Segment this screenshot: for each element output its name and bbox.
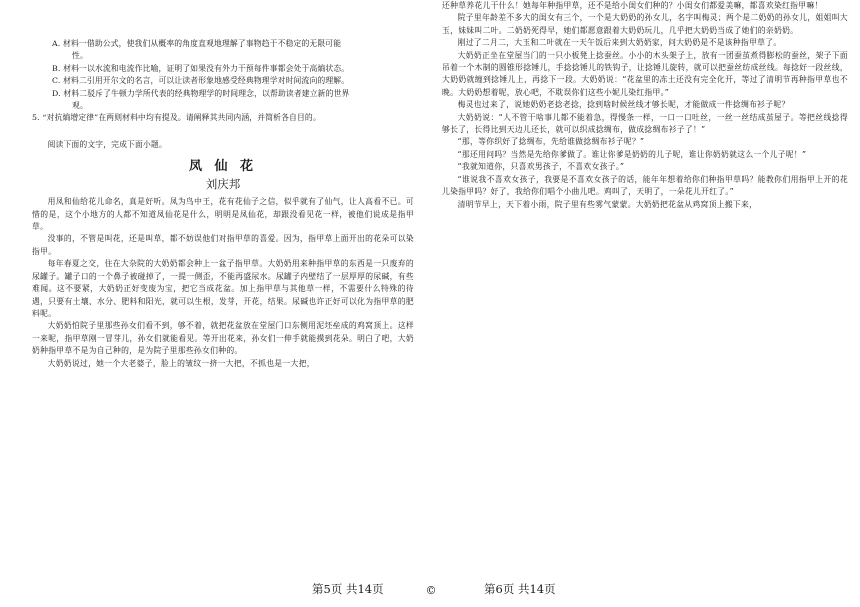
story-paragraph: 大奶奶说：“人不管干啥事儿都不能着急，得慢条一样，一口一口吐丝，一丝一丝结成茧屋子。等把丝线捻得够长了，长得比到天边儿还长，就可以织成捻绸布，做成捻绸布衫子了！” (442, 112, 848, 135)
question-5: 5. “对抗熵增定律”在两则材料中均有提及。请阐释其共同内涵，并简析各自目的。 (32, 113, 321, 123)
option-b: B. 材料一以水流和电流作比喻，证明了如果没有外力干预每件事都会处于高熵状态。 (52, 63, 350, 73)
story-paragraph: 院子里年龄差不多大的闺女有三个，一个是大奶奶的孙女儿，名字叫梅灵；两个是二奶奶的孙女儿，姐姐叫大玉，妹妹叫二叶。二奶奶死得早，她们都愿意跟着大奶奶玩儿，几乎把大奶奶当成了她们的亲奶奶。 (442, 13, 848, 35)
option-d-line2: 观。 (72, 101, 88, 111)
copyright-icon: © (425, 584, 437, 597)
story-paragraph: “那还用问吗？当然是先给你爹做了。谁让你爹是奶奶的儿子呢，谁让你奶奶就这么一个儿子呢！” (457, 149, 807, 159)
story-paragraph: 刚过了二月二，大玉和二叶就在一天午饭后来到大奶奶家，问大奶奶是不是该种指甲草了。 (457, 38, 782, 48)
story-title: 凤 仙 花 (188, 159, 258, 175)
option-c: C. 材料二引用开尔文的名言，可以让读者形象地感受经典物理学对时间流向的理解。 (52, 76, 350, 86)
story-paragraph: “那，等你织好了捻绸布，先给谁做捻绸布衫子呢？” (457, 137, 645, 147)
right-page (430, 0, 860, 607)
story-paragraph: “谁说我不喜欢女孩子，我要是不喜欢女孩子的话，能年年想着给你们种指甲草吗？能教你们用指甲上开的花儿染指甲吗？好了，我给你们唱个小曲儿吧。鸡叫了，天明了，一朵花儿开红了。” (442, 174, 848, 197)
story-paragraph: 没事的，不管是叫花，还是叫草，都不妨误他们对指甲草的喜爱。因为，指甲草上面开出的花朵可以染指甲。 (32, 234, 414, 256)
story-paragraph: 大奶奶正坐在堂屋当门的一只小板凳上捻蚕丝。小小的木头架子上，放有一团蚕茧煮得膨松的蚕丝，架子下面吊着一个木制的圆锥形捻锤儿，手捻捻锤儿的铁钩子，让捻锤儿旋转，就可以把蚕丝纺成丝线。每捻好一段丝线，大奶奶就缠到捻锤儿上，再捻下一段。大奶奶说：“花盆里的冻土还没有完全化开，等过了清明节再种指甲草也不晚。大奶奶想着呢，放心吧，不耽误你们这些小妮儿染红指甲。” (442, 50, 848, 97)
story-paragraph: 大奶奶说过，她一个大老婆子，脸上的皱纹一挤一大把，不抓也是一大把， (47, 358, 315, 368)
option-a-line1: A. 材料一借助公式，使我们从概率的角度直观地理解了事物趋于不稳定的无限可能 (52, 39, 342, 48)
page-number-right: 第6页 共14页 (484, 582, 556, 596)
story-author: 刘庆邦 (205, 177, 241, 192)
story-paragraph: 梅灵也过来了，说她奶奶老捻老捻，捻到啥时候丝线才够长呢，才能做成一件捻绸布衫子呢？ (457, 100, 790, 110)
option-a-line2: 性。 (72, 51, 88, 61)
story-paragraph: 清明节早上，天下着小雨，院子里有些雾气蒙蒙。大奶奶把花盆从鸡窝顶上搬下来， (457, 199, 758, 209)
story-paragraph: 每年春夏之交，住在大杂院的大奶奶都会种上一盆子指甲草。大奶奶用来种指甲草的东西是一只废弃的尿罐子。罐子口的一个鼻子被碰掉了，一提一侧歪，不能再盛尿水。尿罐子内壁结了一层厚厚的尿碱，有些难闻。这不要紧，大奶奶正好变废为宝，把它当成花盆。加上指甲草与其他草一样，不需要什么特殊的待遇，只要有土壤、水分、肥料和阳光，就可以生根，发芽，开花，结果。尿碱也许正好可以化为指甲草的肥料呢。 (32, 259, 414, 318)
option-d-line1: D. 材料二驳斥了牛顿力学所代表的经典物理学的时间理念，以帮助读者建立新的世界 (52, 88, 350, 98)
story-paragraph: 大奶奶怕院子里那些孙女们看不到，够不着，就把花盆放在堂屋门口东侧用泥坯垒成的鸡窝顶上。这样一来呢，指甲草刚一冒芽儿，孙女们就能看见。等开出花来，孙女们一伸手就能摸到花朵。明白了吧，大奶奶种指甲草不是为自己种的，是为院子里那些孙女们种的。 (32, 321, 414, 356)
page-number-left: 第5页 共14页 (312, 582, 384, 596)
story-paragraph: “我就知道你，只喜欢男孩子，不喜欢女孩子。” (457, 162, 625, 172)
reading-instruction: 阅读下面的文字，完成下面小题。 (47, 139, 167, 149)
story-paragraph: 用凤和仙给花儿命名，真是好听。凤为鸟中王，花有花仙子之信，似乎就有了仙气，让人高看不已。可惜的是，这个小地方的人都不知道凤仙花是什么，明明是凤仙花，却跟没看见花一样，被他们说成是指甲草。 (32, 197, 414, 232)
story-paragraph: 还种草养花儿干什么！她每年种指甲草，还不是给小闺女们种的？小闺女们都爱美嘛，都喜欢染红指甲嘛！ (442, 1, 823, 10)
